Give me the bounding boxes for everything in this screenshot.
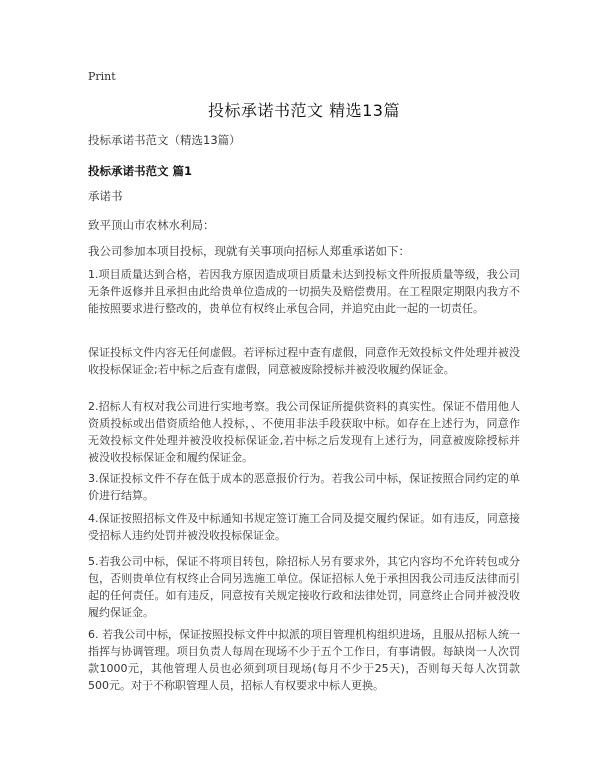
document-title: 投标承诺书范文 精选13篇 bbox=[208, 101, 400, 120]
paragraph-3: 2.招标人有权对我公司进行实地考察。我公司保证所提供资料的真实性。保证不借用他人资质投标或出借资质给他人投标，、不使用非法手段获取中标。如存在上述行为，同意作无效投标文件处理并被没收投标保证金,若中标之后发现有上述行为，同意被废除授标并被没收投标保证金和履约保证金。 bbox=[88, 400, 520, 464]
intro-line: 我公司参加本项目投标，现就有关事项向招标人郑重承诺如下： bbox=[88, 244, 410, 258]
document-subtitle: 投标承诺书范文（精选13篇） bbox=[88, 133, 241, 147]
letter-title: 承诺书 bbox=[88, 189, 123, 203]
paragraph-6: 5.若我公司中标，保证不将项目转包，除招标人另有要求外，其它内容均不允许转包或分包，否则贵单位有权终止合同另选施工单位。保证招标人免于承担因我公司违反法律而引起的任何责任。如有违反，同意按有关规定接收行政和法律处罚，同意终止合同并被没收履约保证金。 bbox=[88, 555, 520, 619]
paragraph-1: 1.项目质量达到合格，若因我方原因造成项目质量未达到投标文件所报质量等级，我公司无条件返修并且承担由此给贵单位造成的一切损失及赔偿费用。在工程限定期限内我方不能按照要求进行整改的，贵单位有权终止承包合同，并追究由此一起的一切责任。 bbox=[88, 268, 520, 315]
paragraph-7: 6. 若我公司中标，保证按照投标文件中拟派的项目管理机构组织进场，且服从招标人统一指挥与协调管理。项目负责人每周在现场不少于五个工作日，有事请假。每缺岗一人次罚款1000元，其他管理人员也必须到项目现场(每月不少于25天)，否则每天每人次罚款500元。对于不称职管理人员，招标人有权要求中标人更换。 bbox=[88, 628, 520, 692]
section-heading: 投标承诺书范文 篇1 bbox=[88, 164, 193, 178]
salutation: 致平顶山市农林水利局： bbox=[88, 218, 215, 232]
paragraph-5: 4.保证按照招标文件及中标通知书规定签订施工合同及提交履约保证。如有违反，同意接受招标人违约处罚并被没收投标保证金。 bbox=[88, 512, 520, 542]
paragraph-4: 3.保证投标文件不存在低于成本的恶意报价行为。若我公司中标，保证按照合同约定的单价进行结算。 bbox=[88, 472, 520, 502]
print-label[interactable]: Print bbox=[88, 70, 116, 83]
paragraph-2: 保证投标文件内容无任何虚假。若评标过程中查有虚假，同意作无效投标文件处理并被没收投标保证金;若中标之后查有虚假，同意被废除授标并被没收履约保证金。 bbox=[88, 346, 520, 376]
